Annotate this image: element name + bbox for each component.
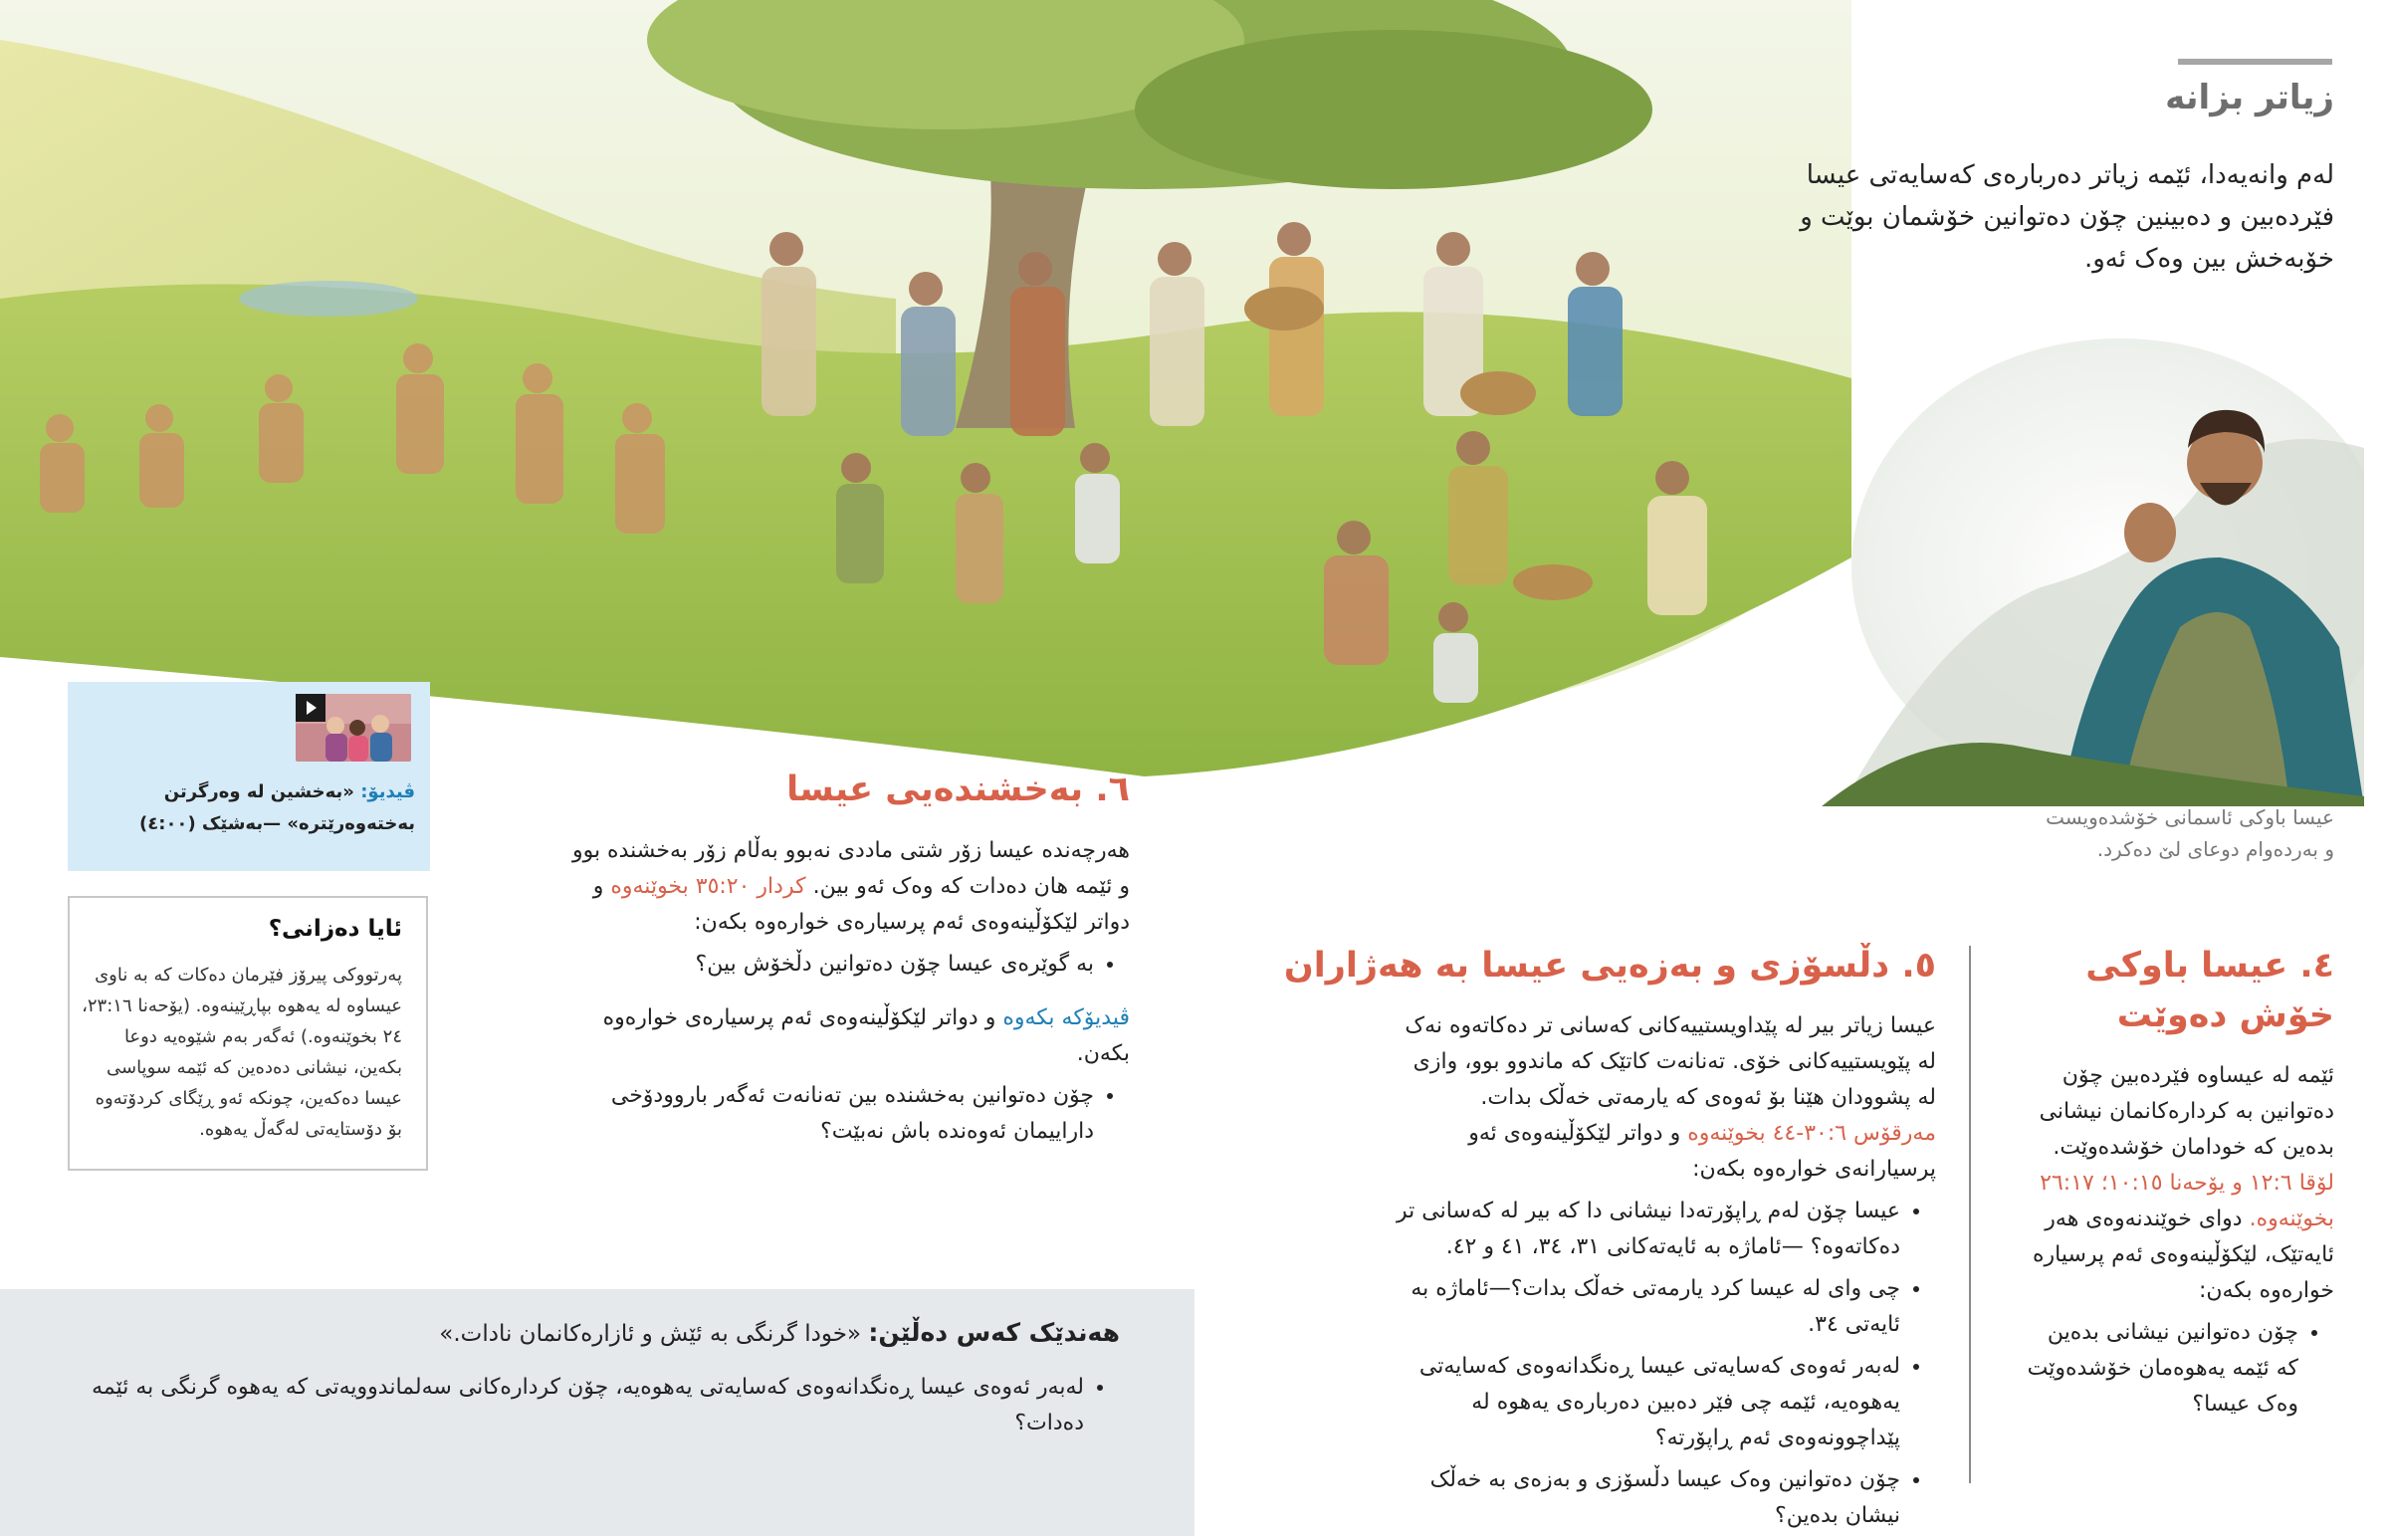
section-5-paragraph	[1394, 1008, 1936, 1188]
question-item: • لەبەر ئەوەی کەسایەتی عیسا ڕەنگدانەوەی کەسایەتی یەهوەیە، ئێمە چی فێر دەبین دەربارەی یەهوە لە پێداچوونەوەی ئەم ڕاپۆرتە؟	[1394, 1349, 1900, 1456]
section-5-title: ٥. دڵسۆزی و بەزەیی عیسا بە هەژاران	[1283, 946, 1936, 986]
column-divider	[1969, 946, 1971, 1483]
question-item: • لەبەر ئەوەی عیسا ڕەنگدانەوەی کەسایەتی یەهوەیە، چۆن کردارەکانی سەلماندوویەتی کە یەهوە گرنگی بە ئێمە دەدات؟	[75, 1370, 1084, 1441]
question-item: • چی وای لە عیسا کرد یارمەتی خەڵک بدات؟—ئاماژە بە ئایەتی ٣٤.	[1394, 1271, 1900, 1343]
question-item: • چۆن دەتوانین نیشانی بدەین کە ئێمە یەهوەمان خۆشدەوێت وەک عیسا؟	[2021, 1315, 2298, 1423]
some-people-say-questions	[75, 1364, 1120, 1447]
some-people-say-list	[75, 1370, 1120, 1441]
learn-more-title: زیاتر بزانە	[2165, 78, 2334, 117]
question-item: • عیسا چۆن لەم ڕاپۆرتەدا نیشانی دا کە بیر لە کەسانی تر دەکاتەوە؟ —ئاماژە بە ئایەتەکانی ٣١، ٣٤، ٤١ و ٤٢.	[1394, 1194, 1900, 1265]
section-6-paragraph	[562, 833, 1130, 941]
learn-more-body: لەم وانەیەدا، ئێمە زیاتر دەربارەی کەسایەتی عیسا فێردەبین و دەبینین چۆن دەتوانین خۆشمان بوێت و خۆبەخش بین وەک ئەو.	[1800, 160, 2334, 274]
illustration-caption: عیسا باوکی ئاسمانی خۆشدەویست و بەردەوام دوعای لێ دەکرد.	[2046, 805, 2334, 861]
play-icon[interactable]	[296, 694, 326, 722]
jesus-praying-illustration	[1822, 329, 2364, 806]
section-5-instruction: و دواتر لێکۆڵینەوەی ئەو پرسیارانەی خوارەوە بکەن:	[1468, 1121, 1936, 1182]
section-6-questions-2	[562, 1078, 1130, 1150]
some-people-say-quote: «خودا گرنگی بە ئێش و ئازارەکانمان نادات.»	[439, 1321, 862, 1347]
section-6-title: ٦. بەخشندەیی عیسا	[786, 770, 1130, 809]
video-label[interactable]	[77, 776, 415, 840]
section-4-text: ئێمە لە عیساوە فێردەبین چۆن دەتوانین بە کردارەکانمان نیشانی بدەین کە خودامان خۆشدەوێت.	[2039, 1063, 2334, 1160]
mark-reference-link[interactable]: مەرقۆس ٣٠:٦-٤٤ بخوێنەوە	[1687, 1121, 1936, 1146]
some-people-say-title: هەندێک کەس دەڵێن:	[868, 1318, 1120, 1347]
some-people-say-heading	[75, 1314, 1120, 1353]
section-4-title: ٤. عیسا باوکی خۆش دەوێت	[2085, 946, 2334, 1035]
video-label-key[interactable]: ڤیدیۆ:	[360, 781, 415, 802]
did-you-know-body: پەرتووکی پیرۆز فێرمان دەکات کە بە ناوی عیساوە لە یەهوە بپاڕێینەوە. (یۆحەنا ٢٣:١٦، ٢٤ بخوێنەوە.) ئەگەر بەم شێوەیە دوعا بکەین، نیشانی دەدەین کە ئێمە سوپاسی عیسا دەکەین، چونکە ئەو ڕێگای کردۆتەوە بۆ دۆستایەتی لەگەڵ یەهوە.	[82, 965, 402, 1140]
did-you-know-title: ئایا دەزانی؟	[268, 916, 402, 942]
question-item: • چۆن دەتوانین وەک عیسا دڵسۆزی و بەزەی بە خەڵک نیشان بدەین؟	[1394, 1462, 1900, 1534]
section-6-body	[562, 833, 1130, 1156]
section-5-questions	[1394, 1194, 1936, 1534]
section-6-text: هەرچەندە عیسا زۆر شتی ماددی نەبوو بەڵام زۆر بەخشندە بوو و ئێمە هان دەدات کە وەک ئەو بین.	[571, 838, 1130, 899]
question-item: • بە گوێرەی عیسا چۆن دەتوانین دڵخۆش بین؟	[562, 947, 1094, 983]
section-6-video-instruction: و دواتر لێکۆڵینەوەی ئەم پرسیارەی خوارەوە بکەن.	[602, 1005, 1130, 1066]
section-4-body	[2021, 1058, 2334, 1429]
learn-more-rule	[2178, 59, 2332, 65]
section-5-body	[1394, 1008, 1936, 1540]
section-6-video-paragraph	[562, 1000, 1130, 1072]
section-5-text: عیسا زیاتر بیر لە پێداویستییەکانی کەسانی تر دەکاتەوە نەک لە پێویستییەکانی خۆی. تەنانەت کاتێک کە ماندوو بوو، وازی لە پشوودان هێنا بۆ ئەوەی کە یارمەتی خەڵک بدات.	[1405, 1013, 1936, 1110]
question-item: • چۆن دەتوانین بەخشندە بین تەنانەت ئەگەر باروودۆخی داراییمان ئەوەندە باش نەبێت؟	[562, 1078, 1094, 1150]
section-4-questions	[2021, 1315, 2334, 1423]
play-video-link[interactable]: ڤیدیۆکە بکەوە	[1002, 1005, 1130, 1030]
section-4-paragraph	[2021, 1058, 2334, 1309]
section-6-questions	[562, 947, 1130, 983]
acts-reference-link[interactable]: کردار ٣٥:٢٠ بخوێنەوە	[610, 874, 806, 899]
video-label-title[interactable]: «بەخشین لە وەرگرتن بەختەوەرێترە» —بەشێک (٤:٠٠)	[139, 781, 415, 834]
section-4-instruction: دوای خوێندنەوەی هەر ئایەتێک، لێکۆڵینەوەی ئەم پرسیارە خوارەوە بکەن:	[2032, 1207, 2334, 1303]
luke-john-reference-link[interactable]: لۆقا ١٢:٦ و یۆحەنا ١٠:١٥؛ ٢٦:١٧ بخوێنەوە.	[2040, 1171, 2334, 1231]
section-6-instruction: و دواتر لێکۆڵینەوەی ئەم پرسیارەی خوارەوە بکەن:	[592, 874, 1130, 935]
